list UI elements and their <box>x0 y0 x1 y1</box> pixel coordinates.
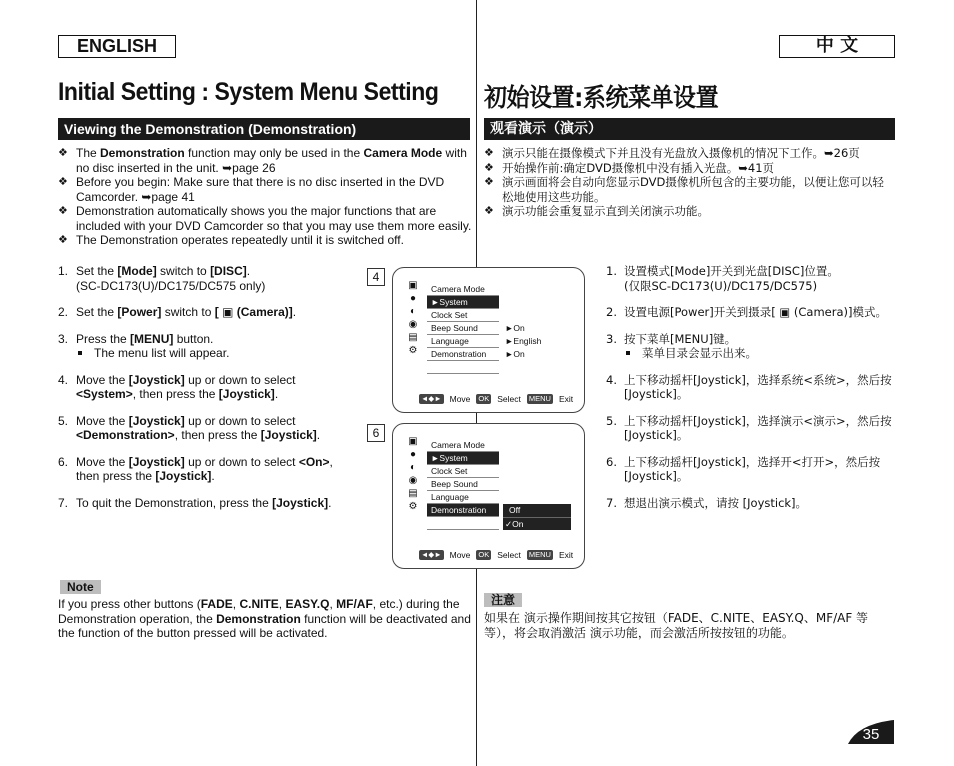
intro-bullet-cn: ❖ 演示只能在摄像模式下并且没有光盘放入摄像机的情况下工作。➥26页 <box>484 146 860 160</box>
step-item-en: 5. Move the [Joystick] up or down to select <Demonstration>, then press the [Joystick]. <box>58 413 321 442</box>
step-item-en: 2. Set the [Power] switch to [ ▣ (Camera)]. <box>58 305 297 319</box>
lang-label-chinese: 中 文 <box>779 35 895 58</box>
steps-list-cn <box>606 264 896 522</box>
step-item-cn: 2. 设置电源[Power]开关到摄录[ ▣ (Camera)]模式。 <box>606 305 887 319</box>
menu-item-empty <box>427 517 499 530</box>
ok-key-icon: OK <box>478 550 490 559</box>
menu-item-empty <box>427 361 499 374</box>
page-title-cn: 初始设置:系统菜单设置 <box>484 83 719 112</box>
menu-item[interactable]: Beep Sound ►On <box>427 322 499 335</box>
bullet-marker-icon: ❖ <box>58 205 68 217</box>
record-icon: ● <box>409 293 417 304</box>
menu-help-bar: ◄◆► Move OK Select MENU Exit <box>421 550 574 560</box>
step-item-cn: 6. 上下移动摇杆[Joystick]，选择开<打开>，然后按[Joystick]。 <box>606 454 881 483</box>
quality-icon: ◐ <box>409 462 417 473</box>
bullet-marker-icon: ❖ <box>484 160 494 174</box>
menu-item[interactable]: Language ►English <box>427 335 499 348</box>
camera-mode-icon: ▣ <box>408 280 418 291</box>
menu-screen-step6 <box>372 423 585 569</box>
intro-bullets-cn <box>484 146 894 219</box>
bullet-marker-icon: ❖ <box>58 234 68 246</box>
menu-item[interactable]: Camera Mode <box>427 283 499 296</box>
step-number-label: 4 <box>367 268 385 286</box>
menu-item[interactable]: Beep Sound <box>427 478 499 491</box>
joystick-move-icon: ◄◆► <box>421 394 442 403</box>
bullet-marker-icon: ❖ <box>58 147 68 159</box>
step-number-label: 6 <box>367 424 385 442</box>
steps-list-en <box>58 264 348 522</box>
note-text-en: If you press other buttons (FADE, C.NITE, EASY.Q, MF/AF, etc.) during the Demonstration operation, the Demonstration function will be deactivated and the function of the button pressed will be activated. <box>58 597 471 640</box>
ok-key-icon: OK <box>478 394 490 403</box>
intro-bullet-cn: ❖ 演示画面将会自动向您显示DVD摄像机所包含的主要功能，以便让您可以轻松地使用这些功能。 <box>484 175 884 204</box>
intro-bullet-en: ❖ Demonstration automatically shows you the major functions that are included with your DVD Camcorder so that you may use them more easily. <box>58 204 472 233</box>
note-label-cn: 注意 <box>484 593 522 607</box>
menu-key-icon: MENU <box>528 394 551 403</box>
step-item-en: 3. Press the [MENU] button. The menu list will appear. <box>58 331 230 360</box>
record-icon: ● <box>409 449 417 460</box>
step-item-cn: 7. 想退出演示模式，请按 [Joystick]。 <box>606 495 808 510</box>
intro-bullet-en: ❖ The Demonstration operates repeatedly until it is switched off. <box>58 233 404 247</box>
step-item-en: 6. Move the [Joystick] up or down to select <On>, then press the [Joystick]. <box>58 454 333 483</box>
step-item-en: 1. Set the [Mode] switch to [DISC]. (SC-DC173(U)/DC175/DC575 only) <box>58 264 266 293</box>
menu-list <box>427 439 499 530</box>
menu-item[interactable]: ►System <box>427 296 499 309</box>
menu-item[interactable]: Demonstration <box>427 504 499 517</box>
menu-item[interactable]: ►System <box>427 452 499 465</box>
quality-icon: ◐ <box>409 306 417 317</box>
camera-mode-icon: ▣ <box>408 436 418 447</box>
menu-help-bar: ◄◆► Move OK Select MENU Exit <box>421 394 574 404</box>
note-label-en: Note <box>60 580 101 594</box>
menu-screen-step4 <box>372 267 585 413</box>
disc-icon: ◉ <box>408 475 418 486</box>
menu-icon-column <box>400 436 426 514</box>
section-title-en: Viewing the Demonstration (Demonstration) <box>58 118 470 140</box>
intro-bullet-en: ❖ The Demonstration function may only be used in the Camera Mode with no disc inserted in the unit. ➥page 26 <box>58 146 467 175</box>
joystick-move-icon: ◄◆► <box>421 550 442 559</box>
settings-icon: ⚙ <box>408 501 418 512</box>
page-title-en: Initial Setting : System Menu Setting <box>58 78 439 106</box>
menu-item[interactable]: Clock Set <box>427 309 499 322</box>
option-off[interactable]: Off <box>503 504 571 517</box>
menu-item[interactable]: Language <box>427 491 499 504</box>
step-item-cn: 4. 上下移动摇杆[Joystick]，选择系统<系统>，然后按[Joystick]。 <box>606 372 892 401</box>
intro-bullet-en: ❖ Before you begin: Make sure that there is no disc inserted in the DVD Camcorder. ➥page 41 <box>58 175 445 204</box>
menu-list <box>427 283 542 374</box>
menu-item[interactable]: Clock Set <box>427 465 499 478</box>
intro-bullet-cn: ❖ 演示功能会重复显示直到关闭演示功能。 <box>484 204 709 218</box>
option-on[interactable]: ✓On <box>503 517 571 530</box>
bullet-marker-icon: ❖ <box>484 175 494 188</box>
bullet-marker-icon: ❖ <box>58 176 68 188</box>
option-list <box>503 504 571 530</box>
menu-item[interactable]: Camera Mode <box>427 439 499 452</box>
step-item-cn: 3. 按下菜单[MENU]键。 菜单目录会显示出来。 <box>606 331 757 360</box>
tv-icon: ▤ <box>408 332 418 343</box>
page-number-badge <box>848 720 894 744</box>
step-item-cn: 5. 上下移动摇杆[Joystick]，选择演示<演示>，然后按[Joystick]。 <box>606 413 892 442</box>
menu-item[interactable]: Demonstration ►On <box>427 348 499 361</box>
settings-icon: ⚙ <box>408 345 418 356</box>
intro-bullets-en <box>58 146 474 248</box>
bullet-marker-icon: ❖ <box>484 204 494 217</box>
tv-icon: ▤ <box>408 488 418 499</box>
intro-bullet-cn: ❖ 开始操作前:确定DVD摄像机中没有插入光盘。➥41页 <box>484 160 775 175</box>
step-item-cn: 1. 设置模式[Mode]开关到光盘[DISC]位置。 (仅限SC-DC173(U)/DC175/DC575) <box>606 264 839 293</box>
step-item-en: 4. Move the [Joystick] up or down to select <System>, then press the [Joystick]. <box>58 372 296 401</box>
menu-icon-column <box>400 280 426 358</box>
step-item-en: 7. To quit the Demonstration, press the [Joystick]. <box>58 495 332 510</box>
page-number: 35 <box>862 726 880 743</box>
disc-icon: ◉ <box>408 319 418 330</box>
note-text-cn: 如果在 演示操作期间按其它按钮（FADE、C.NITE、EASY.Q、MF/AF 等等），将会取消激活 演示功能，而会激活所按按钮的功能。 <box>484 611 869 640</box>
menu-key-icon: MENU <box>528 550 551 559</box>
bullet-marker-icon: ❖ <box>484 146 494 159</box>
lang-label-english: ENGLISH <box>58 35 176 58</box>
section-title-cn: 观看演示（演示） <box>484 118 895 140</box>
